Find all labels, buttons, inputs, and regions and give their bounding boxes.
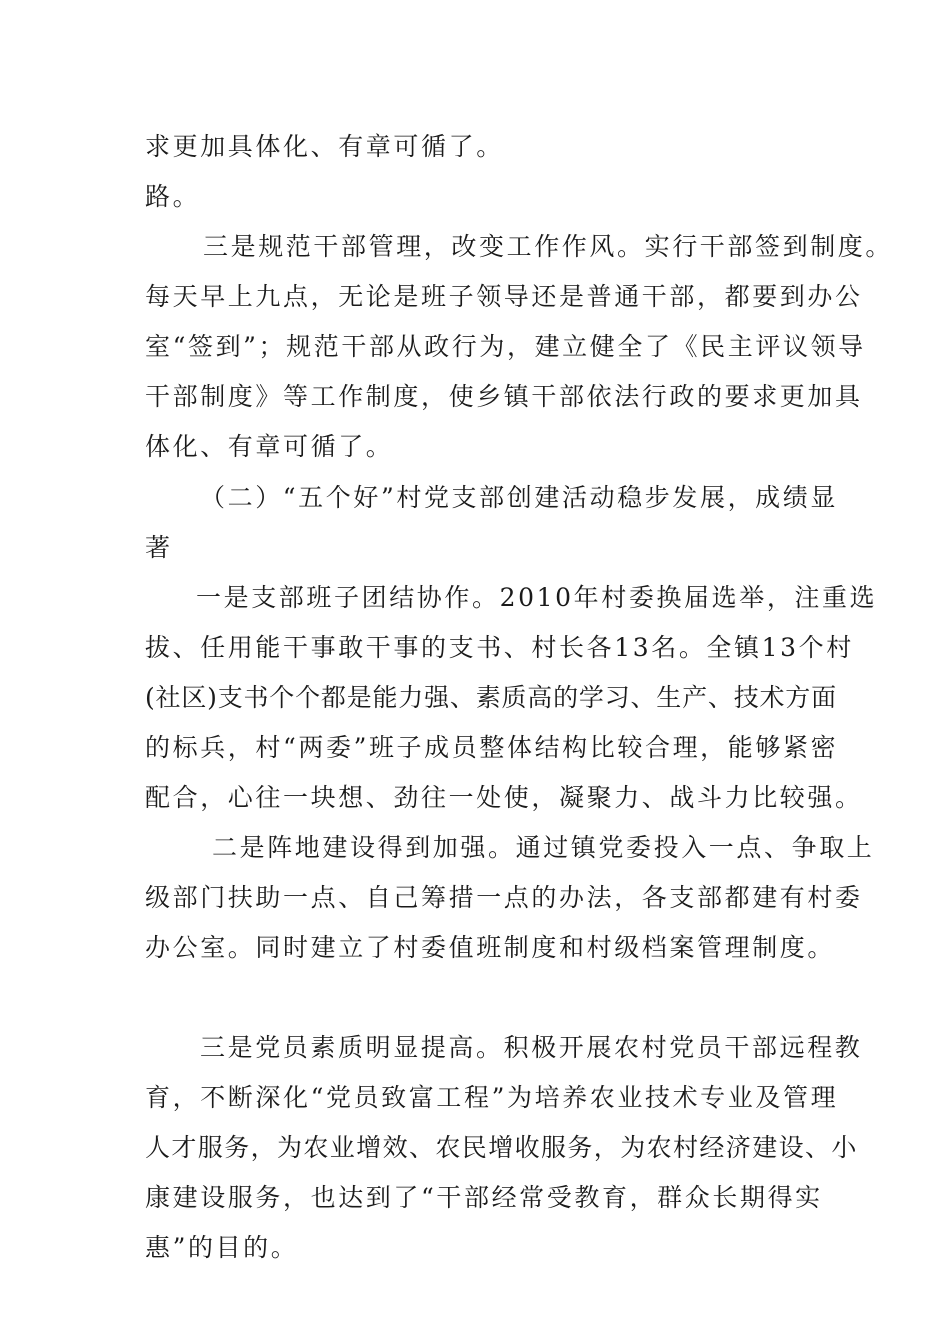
text-line: 的标兵，村“两委”班子成员整体结构比较合理，能够紧密: [145, 733, 839, 762]
text-line: 办公室。同时建立了村委值班制度和村级档案管理制度。: [145, 933, 836, 962]
text-line: 三是党员素质明显提高。积极开展农村党员干部远程教: [200, 1033, 863, 1062]
text-line: 育，不断深化“党员致富工程”为培养农业技术专业及管理: [145, 1083, 839, 1112]
section-heading: （二）“五个好”村党支部创建活动稳步发展，成绩显: [200, 483, 838, 512]
text-line: 拔、任用能干事敢干事的支书、村长各13名。全镇13个村: [145, 633, 854, 662]
section-heading-continued: 著: [145, 533, 173, 562]
text-line: 路。: [145, 182, 201, 211]
text-line: 康建设服务，也达到了“干部经常受教育，群众长期得实: [145, 1183, 823, 1212]
text-line: 体化、有章可循了。: [145, 432, 394, 461]
text-line: 求更加具体化、有章可循了。: [145, 132, 504, 161]
text-line: 三是规范干部管理，改变工作作风。实行干部签到制度。: [203, 232, 894, 261]
text-line: 惠”的目的。: [145, 1233, 299, 1262]
text-line: 每天早上九点，无论是班子领导还是普通干部，都要到办公: [145, 282, 863, 311]
text-line: 室“签到”；规范干部从政行为，建立健全了《民主评议领导: [145, 332, 866, 361]
text-line: 干部制度》等工作制度，使乡镇干部依法行政的要求更加具: [145, 382, 863, 411]
text-line: 二是阵地建设得到加强。通过镇党委投入一点、争取上: [212, 833, 875, 862]
text-line: 一是支部班子团结协作。2010年村委换届选举，注重选: [196, 583, 878, 612]
text-line: 级部门扶助一点、自己筹措一点的办法，各支部都建有村委: [145, 883, 863, 912]
text-line: 配合，心往一块想、劲往一处使，凝聚力、战斗力比较强。: [145, 783, 863, 812]
text-line: 人才服务，为农业增效、农民增收服务，为农村经济建设、小: [145, 1133, 858, 1162]
text-line: (社区)支书个个都是能力强、素质高的学习、生产、技术方面: [145, 683, 837, 712]
